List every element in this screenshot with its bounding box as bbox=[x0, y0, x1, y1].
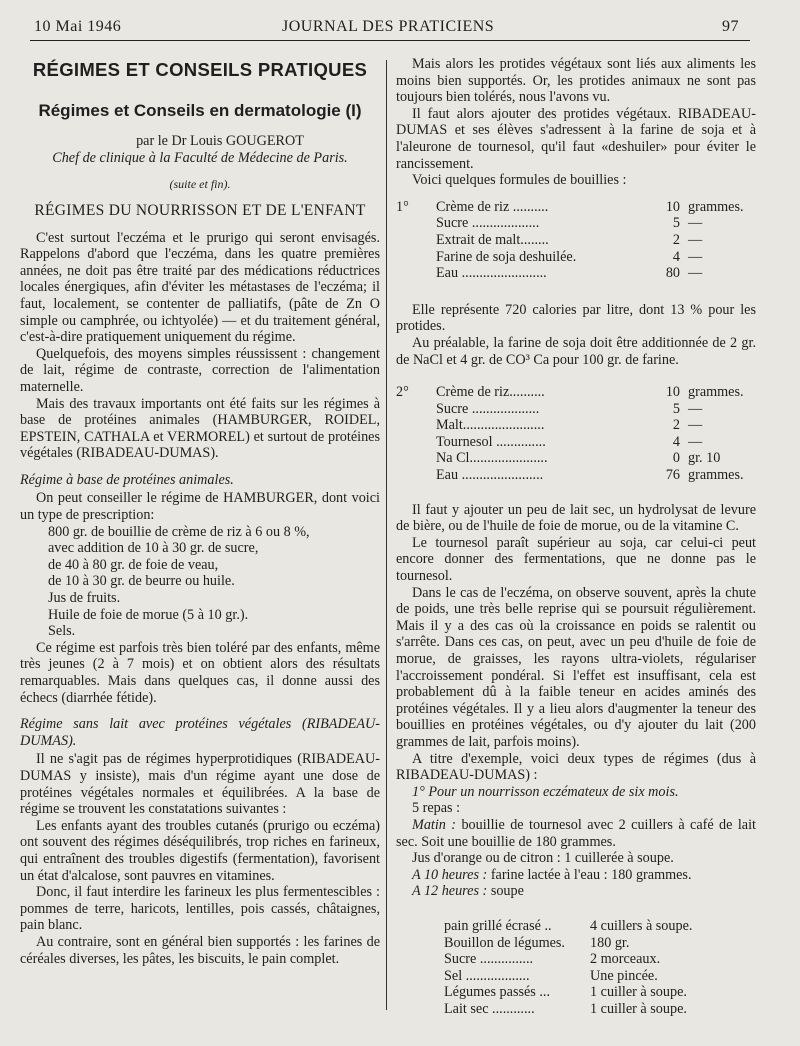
example-title: 1° Pour un nourrisson eczémateux de six mois. bbox=[412, 783, 679, 800]
formula-ingredient: Tournesol .............. bbox=[436, 433, 546, 450]
paragraph: Les enfants ayant des troubles cutanés (prurigo ou eczéma) ont souvent des régimes déséquilibrés, trop riches en farineux, qui entraînent des troubles digestifs (fermentation), favorisent un état d'alcalose, sont pauvres en vitamines. bbox=[20, 817, 380, 884]
formula-unit: — bbox=[688, 433, 703, 450]
soupe-qty: 2 morceaux. bbox=[590, 951, 661, 968]
prescription-line: Huile de foie de morue (5 à 10 gr.). bbox=[48, 606, 249, 623]
formula-quantity: 10 bbox=[665, 384, 680, 401]
formula-unit: — bbox=[688, 215, 703, 232]
paragraph: Donc, il faut interdire les farineux les plus fermentescibles : pommes de terre, haricots, lentilles, pois cassés, châtaignes, pain blanc. bbox=[20, 884, 380, 934]
formula-ingredient: Crème de riz .......... bbox=[436, 198, 549, 215]
formula-ingredient: Eau ........................ bbox=[436, 265, 547, 282]
soupe-qty: 4 cuillers à soupe. bbox=[590, 917, 693, 934]
formula-unit: — bbox=[688, 265, 703, 282]
formula-unit: — bbox=[688, 400, 703, 417]
paragraph: Le tournesol paraît supérieur au soja, car celui-ci peut encore donner des fermentations, que ne donne pas le tournesol. bbox=[396, 534, 756, 585]
formula-unit: grammes. bbox=[688, 198, 744, 215]
formula-quantity: 76 bbox=[665, 467, 680, 484]
formula-quantity: 4 bbox=[672, 433, 680, 450]
soupe-item: Lait sec ............ bbox=[444, 1000, 535, 1017]
soupe-qty: 1 cuiller à soupe. bbox=[590, 1000, 687, 1017]
column-divider bbox=[386, 60, 387, 1010]
meal-12h bbox=[396, 883, 756, 900]
author-credential: Chef de clinique à la Faculté de Médecine de Paris. bbox=[52, 149, 348, 166]
soupe-item: Légumes passés ... bbox=[444, 984, 550, 1001]
formula-ingredient: Farine de soja deshuilée. bbox=[436, 248, 577, 265]
paragraph: Il faut y ajouter un peu de lait sec, un hydrolysat de levure de bière, ou de l'huile de foie de morue, ou de la vitamine C. bbox=[396, 501, 756, 535]
paragraph: Il faut alors ajouter des protides végétaux. RIBADEAU-DUMAS et ses élèves s'adressent à la farine de soja et à l'aleurone de tournesol, qu'il faut «deshuiler» pour éviter le rancissement. bbox=[396, 105, 756, 172]
paragraph: C'est surtout l'eczéma et le prurigo qui seront envisagés. Rappelons d'abord que l'eczéma, dans les quatre premières années, ne doit pas être traité par des médications réductrices locales énergiques, afin d'éviter les métastases de l'eczéma; il faut, localement, se contenter de palliatifs, (pâte de Zn O simple ou camphrée, ou ichtyolée) — et du traitement général, c'est-à-dire pratiquement uniquement du régime. bbox=[20, 229, 380, 346]
meal-jus: Jus d'orange ou de citron : 1 cuillerée à soupe. bbox=[412, 850, 674, 867]
formula-unit: grammes. bbox=[688, 467, 744, 484]
formula-ingredient: Malt....................... bbox=[436, 417, 545, 434]
formula-number: 2° bbox=[396, 384, 409, 401]
example-heading bbox=[396, 784, 756, 801]
subheading: Régime sans lait avec protéines végétales (RIBADEAU-DUMAS). bbox=[20, 716, 380, 749]
soupe-table bbox=[444, 918, 692, 1018]
soupe-item: Bouillon de légumes. bbox=[444, 934, 565, 951]
paragraph: Elle représente 720 calories par litre, dont 13 % pour les protides. bbox=[396, 301, 756, 335]
formula-ingredient: Eau ....................... bbox=[436, 467, 544, 484]
article-title: Régimes et Conseils en dermatologie (I) bbox=[38, 100, 362, 120]
section-heading-nourrisson: RÉGIMES DU NOURRISSON ET DE L'ENFANT bbox=[34, 201, 366, 219]
subheading: Régime à base de protéines animales. bbox=[20, 471, 234, 488]
soupe-qty: Une pincée. bbox=[590, 967, 658, 984]
formula-unit: grammes. bbox=[688, 384, 744, 401]
formula-quantity: 2 bbox=[672, 417, 680, 434]
journal-name: JOURNAL DES PRATICIENS bbox=[282, 18, 495, 35]
prescription-line: 800 gr. de bouillie de crème de riz à 6 ou 8 %, bbox=[48, 523, 310, 540]
paragraph: Au contraire, sont en général bien supportés : les farines de céréales diverses, les pâtes, les biscuits, le pain complet. bbox=[20, 933, 380, 967]
header-rule bbox=[30, 40, 750, 41]
formula-ingredient: Sucre ................... bbox=[436, 215, 540, 232]
formula-unit: gr. 10 bbox=[688, 450, 721, 467]
formula-unit: — bbox=[688, 231, 703, 248]
paragraph: Il ne s'agit pas de régimes hyperprotidiques (RIBADEAU-DUMAS y insiste), mais d'un régime ayant une dose de protéines végétales normales et équilibrées. A la base de régime se trouvent les constatations suivantes : bbox=[20, 751, 380, 818]
formula-unit: — bbox=[688, 417, 703, 434]
soupe-item: Sucre ............... bbox=[444, 951, 534, 968]
formula-quantity: 0 bbox=[672, 450, 680, 467]
author-byline: par le Dr Louis GOUGEROT bbox=[136, 133, 304, 150]
meal-label: Matin : bbox=[412, 816, 457, 833]
formula-ingredient: Crème de riz.......... bbox=[436, 384, 545, 401]
paragraph: Voici quelques formules de bouillies : bbox=[412, 172, 627, 189]
paragraph: Ce régime est parfois très bien toléré par des enfants, même très jeunes (2 à 7 mois) et on obtient alors des résultats remarquables. Mais dans quelques cas, il donne aussi des échecs (diarrhée fétide). bbox=[20, 639, 380, 706]
meal-10h bbox=[396, 867, 756, 884]
paragraph: A titre d'exemple, voici deux types de régimes (dus à RIBADEAU-DUMAS) : bbox=[396, 750, 756, 784]
soupe-qty: 180 gr. bbox=[590, 934, 630, 951]
meal-matin bbox=[396, 817, 756, 850]
formula-2-table bbox=[396, 384, 744, 484]
paragraph: On peut conseiller le régime de HAMBURGER, dont voici un type de prescription: bbox=[20, 490, 380, 524]
formula-quantity: 5 bbox=[672, 400, 680, 417]
soupe-qty: 1 cuiller à soupe. bbox=[590, 984, 687, 1001]
formula-unit: — bbox=[688, 248, 703, 265]
meal-label: A 12 heures : bbox=[412, 883, 488, 900]
prescription-line: Jus de fruits. bbox=[48, 590, 121, 607]
meal-text: farine lactée à l'eau : 180 grammes. bbox=[490, 866, 692, 883]
paragraph: Mais des travaux importants ont été faits sur les régimes à base de protéines animales (HAMBURGER, ROIDEL, EPSTEIN, CATHALA et VERMOREL) et surtout de protéines végétales (RIBADEAU-DUMAS). bbox=[20, 395, 380, 462]
soupe-item: Sel .................. bbox=[444, 967, 530, 984]
page-number: 97 bbox=[722, 18, 739, 35]
formula-1-table bbox=[396, 199, 744, 282]
paragraph: Quelquefois, des moyens simples réussissent : changement de lait, régime de contraste, correction de l'alimentation maternelle. bbox=[20, 345, 380, 395]
right-column bbox=[396, 56, 756, 1017]
issue-date: 10 Mai 1946 bbox=[34, 18, 122, 35]
formula-number: 1° bbox=[396, 198, 409, 215]
continuation-note: (suite et fin). bbox=[169, 177, 231, 192]
formula-quantity: 5 bbox=[672, 215, 680, 232]
meal-text: bouillie de tournesol avec 2 cuillers à café de lait sec. Soit une bouillie de 180 grammes. bbox=[396, 816, 756, 850]
formula-quantity: 2 bbox=[672, 231, 680, 248]
soupe-item: pain grillé écrasé .. bbox=[444, 917, 552, 934]
page-header bbox=[0, 14, 800, 40]
prescription-line: de 40 à 80 gr. de foie de veau, bbox=[48, 556, 219, 573]
formula-ingredient: Na Cl...................... bbox=[436, 450, 548, 467]
meal-text: soupe bbox=[490, 883, 524, 900]
formula-quantity: 10 bbox=[665, 198, 680, 215]
meal-count: 5 repas : bbox=[412, 800, 461, 817]
prescription-line: avec addition de 10 à 30 gr. de sucre, bbox=[48, 540, 259, 557]
section-title: RÉGIMES ET CONSEILS PRATIQUES bbox=[32, 59, 368, 80]
paragraph: Au préalable, la farine de soja doit être additionnée de 2 gr. de NaCl et 4 gr. de CO³ Ca pour 100 gr. de farine. bbox=[396, 334, 756, 368]
prescription-list bbox=[48, 524, 380, 640]
formula-quantity: 4 bbox=[672, 248, 680, 265]
paragraph: Mais alors les protides végétaux sont liés aux aliments les moins bien supportés. Or, les protides animaux ne sont pas toujours bien tolérés, nous l'avons vu. bbox=[396, 56, 756, 106]
formula-quantity: 80 bbox=[665, 265, 680, 282]
meal-label: A 10 heures : bbox=[412, 866, 488, 883]
prescription-line: Sels. bbox=[48, 623, 76, 640]
prescription-line: de 10 à 30 gr. de beurre ou huile. bbox=[48, 573, 235, 590]
left-column bbox=[20, 56, 380, 967]
formula-ingredient: Extrait de malt........ bbox=[436, 231, 549, 248]
formula-ingredient: Sucre ................... bbox=[436, 400, 540, 417]
paragraph: Dans le cas de l'eczéma, on observe souvent, après la chute de poids, une très belle reprise qui se poursuit régulièrement. Mais il y a des cas où la croissance en poids se ralentit ou s'arrête. Dans ces cas, on peut, avec un peu d'huile de foie de morue, de graisses, les rayons ultra-violets, régulariser l'accroissement pondéral. Si l'effet est insuffisant, cela est probablement dû à la faible teneur en acides aminés des protéines végétales. Il y a lieu alors d'augmenter la teneur des bouillies en protéines végétales, ou d'y ajouter du lait (200 grammes de lait, parfois moins). bbox=[396, 584, 756, 750]
